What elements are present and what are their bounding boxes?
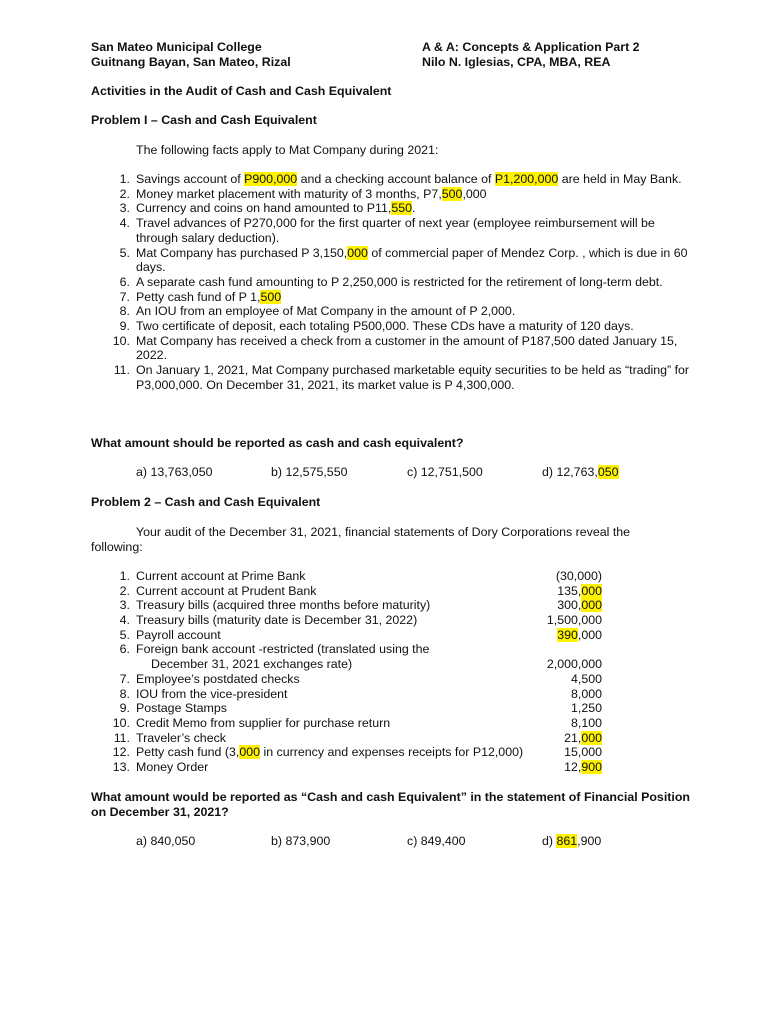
table-row: 6. Foreign bank account -restricted (translated using the December 31, 2021 exchanges rate) 2,000,000 (119, 642, 602, 672)
problem1-intro: The following facts apply to Mat Company during 2021: (136, 143, 439, 157)
course-title: A & A: Concepts & Application Part 2 (422, 40, 640, 54)
choice-a: a) 13,763,050 (136, 465, 213, 479)
choice-c: c) 12,751,500 (407, 465, 483, 479)
choice-c: c) 849,400 (407, 834, 466, 848)
problem1-item-8: 8. An IOU from an employee of Mat Company in the amount of P 2,000. (119, 304, 516, 319)
table-row: 7. Employee’s postdated checks 4,500 (119, 671, 602, 686)
problem2-question-line1: What amount would be reported as “Cash and cash Equivalent” in the statement of Financial Position (91, 790, 690, 804)
table-row: 12. Petty cash fund (3,000 in currency and expenses receipts for P12,000) 15,000 (112, 745, 602, 760)
problem1-title: Problem I – Cash and Cash Equivalent (91, 113, 317, 127)
problem1-item-4: 4. Travel advances of P270,000 for the first quarter of next year (employee reimbursement will be through salary deduction). (119, 216, 655, 245)
table-row: 8. IOU from the vice-president 8,000 (119, 686, 602, 701)
table-row: 3. Treasury bills (acquired three months before maturity) 300,000 (119, 598, 602, 613)
problem1-item-7: 7. Petty cash fund of P 1,500 (119, 289, 282, 304)
choice-d: d) 861,900 (542, 834, 602, 848)
problem1-item-2: 2. Money market placement with maturity of 3 months, P7,500,000 (119, 186, 487, 201)
choice-b: b) 12,575,550 (271, 465, 348, 479)
table-row: 2. Current account at Prudent Bank 135,000 (119, 583, 602, 598)
problem1-item-1: 1. Savings account of P900,000 and a checking account balance of P1,200,000 are held in May Bank. (119, 172, 682, 186)
school-name: San Mateo Municipal College (91, 40, 262, 54)
school-address: Guitnang Bayan, San Mateo, Rizal (91, 55, 291, 69)
table-row: 9. Postage Stamps 1,250 (119, 701, 602, 716)
instructor-name: Nilo N. Iglesias, CPA, MBA, REA (422, 55, 611, 69)
problem2-intro-line2: following: (91, 540, 143, 554)
choice-d: d) 12,763,050 (542, 465, 619, 479)
problem1-item-10: 10. Mat Company has received a check from a customer in the amount of P187,500 dated January 15, 2022. (112, 333, 678, 363)
table-row: 13. Money Order 12,900 (112, 759, 602, 774)
table-row: 11. Traveler’s check 21,000 (113, 730, 602, 745)
table-row: 1. Current account at Prime Bank (30,000) (119, 569, 602, 583)
problem2-question-line2: on December 31, 2021? (91, 805, 229, 819)
problem2-list (112, 569, 602, 775)
document-title: Activities in the Audit of Cash and Cash Equivalent (91, 84, 392, 98)
problem1-item-9: 9. Two certificate of deposit, each totaling P500,000. These CDs have a maturity of 120 days. (119, 319, 634, 334)
problem1-list (112, 172, 692, 393)
problem2-intro-line1: Your audit of the December 31, 2021, financial statements of Dory Corporations reveal the (136, 525, 631, 539)
problem1-item-6: 6. A separate cash fund amounting to P 2,250,000 is restricted for the retirement of long-term debt. (119, 274, 663, 289)
problem1-item-11: 11. On January 1, 2021, Mat Company purchased marketable equity securities to be held as “trading” for P3,000,000. On December 31, 2021, its market value is P 4,300,000. (113, 363, 690, 392)
problem1-item-5: 5. Mat Company has purchased P 3,150,000 of commercial paper of Mendez Corp. , which is due in 60 days. (119, 245, 688, 275)
problem1-question: What amount should be reported as cash and cash equivalent? (91, 436, 464, 450)
table-row: 5. Payroll account 390,000 (119, 627, 602, 642)
problem2-title: Problem 2 – Cash and Cash Equivalent (91, 495, 321, 509)
table-row: 10. Credit Memo from supplier for purchase return 8,100 (112, 715, 602, 730)
choice-a: a) 840,050 (136, 834, 196, 848)
choice-b: b) 873,900 (271, 834, 331, 848)
problem1-item-3: 3. Currency and coins on hand amounted to P11,550. (119, 201, 416, 216)
table-row: 4. Treasury bills (maturity date is December 31, 2022) 1,500,000 (119, 613, 602, 628)
